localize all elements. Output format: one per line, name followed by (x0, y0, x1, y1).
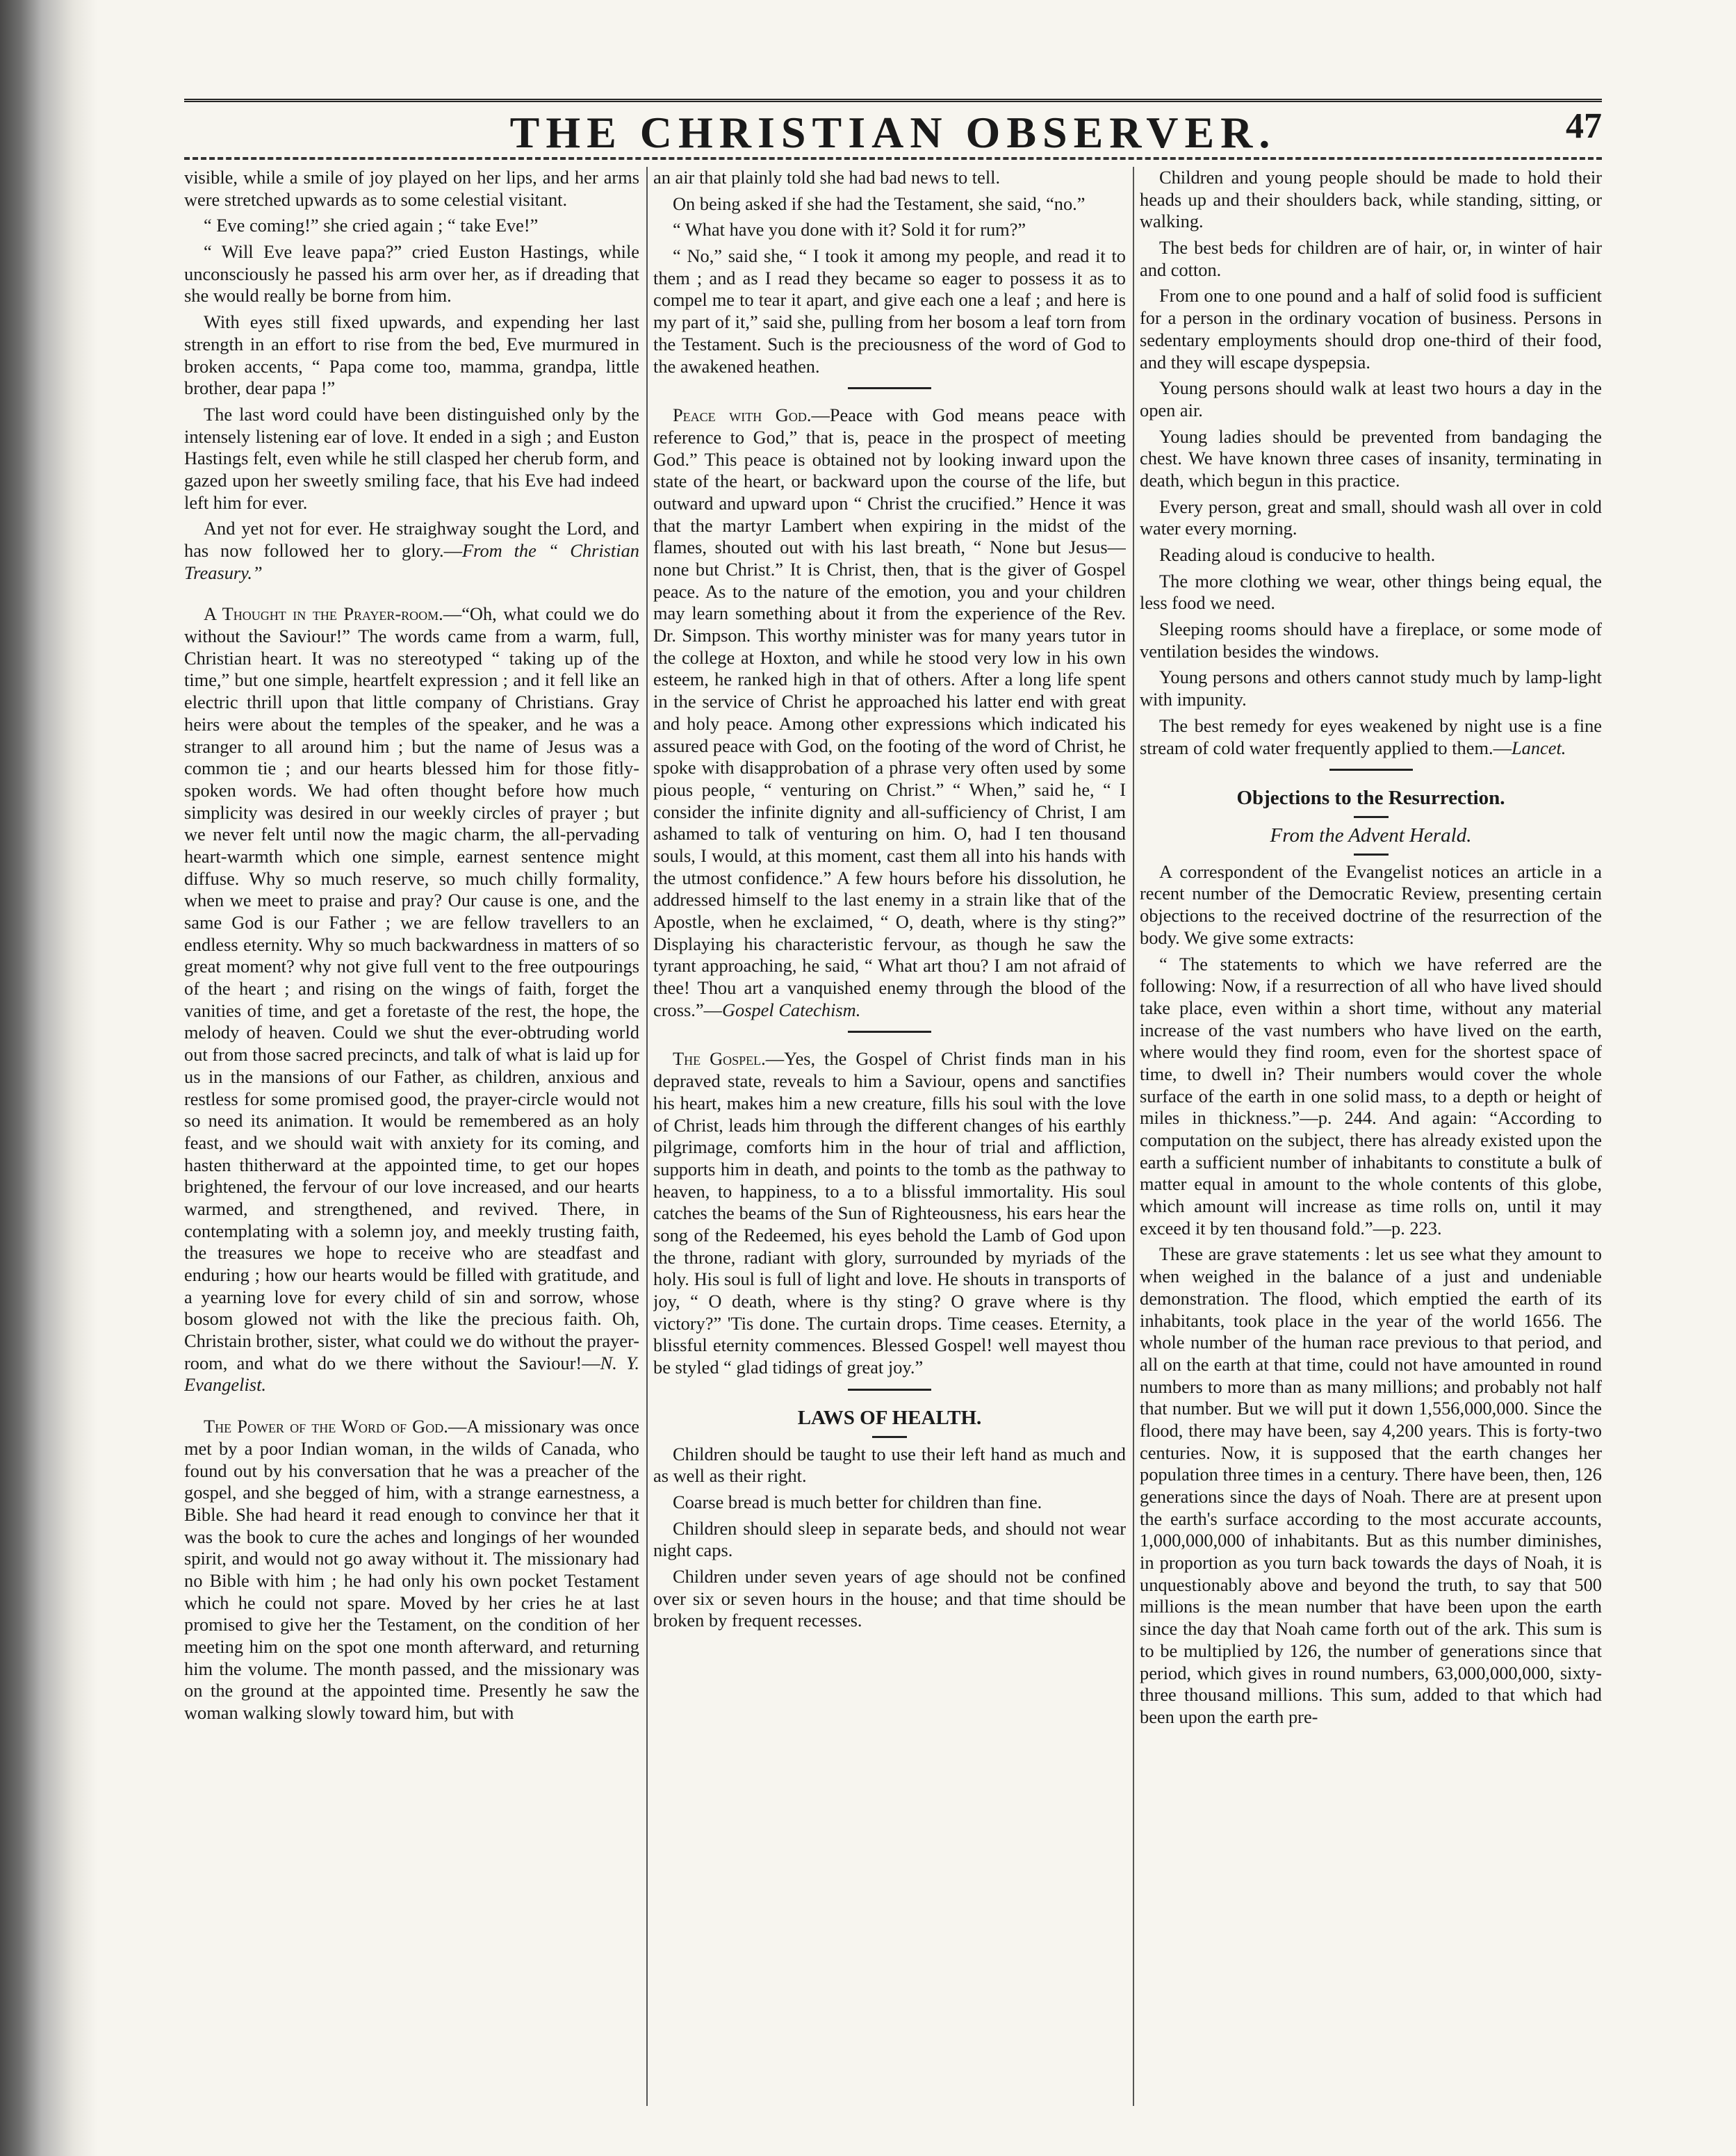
paragraph-text: “ What have you done with it? Sold it for rum?” (673, 219, 1026, 240)
paragraph-text: A correspondent of the Evangelist notices an article in a recent number of the Democratic Review, presenting certain objections to the received doctrine of the resurrection of the body. We give some extracts: (1140, 860, 1602, 948)
article-paragraph (1140, 544, 1602, 566)
source-citation: Gospel Catechism. (721, 999, 861, 1020)
article-paragraph (653, 1566, 1126, 1632)
article-paragraph (653, 193, 1126, 215)
section-divider (848, 387, 931, 389)
section-divider (1329, 769, 1413, 771)
newspaper-title: THE CHRISTIAN OBSERVER. (509, 108, 1277, 157)
paragraph-text: Children under seven years of age should not be confined over six or seven hours in the house; and that time should be broken by frequent recesses. (653, 1565, 1126, 1631)
paragraph-text: The best remedy for eyes weakened by night use is a fine stream of cold water frequently applied to them.— (1140, 714, 1602, 758)
article-paragraph (1140, 237, 1602, 281)
section-divider (848, 1389, 931, 1391)
article-paragraph (653, 1518, 1126, 1562)
article-paragraph (184, 215, 639, 237)
article-paragraph (184, 311, 639, 400)
paragraph-text: And yet not for ever. He straighway sought the Lord, and has now followed her to glory.— (184, 518, 639, 561)
article-paragraph (1140, 571, 1602, 614)
spacer (184, 1400, 639, 1416)
short-rule (1354, 816, 1389, 818)
paragraph-text: On being asked if she had the Testament, she said, “no.” (673, 193, 1086, 214)
paragraph-text: The more clothing we wear, other things being equal, the less food we need. (1140, 570, 1602, 614)
article-paragraph (1140, 496, 1602, 540)
paragraph-text: an air that plainly told she had bad news to tell. (653, 167, 1001, 188)
paragraph-text: With eyes still fixed upwards, and expending her last strength in an effort to rise from the bed, Eve murmured in broken accents, “ Papa come too, mamma, grandpa, little brother, dear papa !” (184, 311, 639, 399)
article-paragraph (1140, 285, 1602, 373)
page-number: 47 (1566, 106, 1602, 146)
paragraph-text: Coarse bread is much better for children than fine. (673, 1491, 1042, 1512)
spacer (184, 588, 639, 603)
article-paragraph (1140, 861, 1602, 949)
paragraph-text: —“Oh, what could we do without the Saviour!” The words came from a warm, full, Christian heart. It was no stereotyped “ taking up of the time,” but one simple, heartfelt expression ; and it fell like an electric thrill upon that little company of Christians. Gray heirs were about the temples of the speaker, and he was a stranger to all around him ; but the name of Jesus was a common tie ; and our hearts blessed him for those fitly-spoken words. We had often thought before how much simplicity was desired in our weekly circles of prayer ; but we never felt until now the magic charm, the all-pervading heart-warmth which one simple, earnest sentence might diffuse. Why so much reserve, so much chilly formality, when we meet to praise and pray? Our cause is one, and the same God is our Father ; we are fellow travellers to an endless eternity. Why so much backwardness in matters of so great moment? why not give full vent to the free outpourings of the heart ; and rising on the wings of faith, forget the vanities of time, and get a foretaste of the rest, the hope, the melody of heaven. Could we shut the ever-obtruding world out from those sacred precincts, and talk of what is laid up for us in the mansions of our Father, as children, anxious and restless for some promised good, the prayer-circle would not so need its animation. It would be remembered as an holy feast, and we should wait with anxiety for its coming, and hasten thitherward at the appointed time, to get our hopes brightened, the fervour of our love increased, and our hearts warmed, and strengthened, and revived. There, in contemplating with a solemn joy, and meekly trusting faith, the treasures we hope to receive who are steadfast and enduring ; how our hearts would be filled with gratitude, and a yearning love for every child of sin and sorrow, whose bosom glowed not with the like the precious faith. Oh, Christain brother, sister, what could we do without the prayer-room, and what do we there without the Saviour!— (184, 603, 639, 1373)
paragraph-text: The last word could have been distinguished only by the intensely listening ear of love. It ended in a sigh ; and Euston Hastings felt, even while he still clasped her cherub form, and gazed upon her sweetly smiling face, that his Eve had indeed left him for ever. (184, 403, 639, 513)
paragraph-text: Children and young people should be made to hold their heads up and their shoulders back, while standing, sitting, or walking. (1140, 167, 1602, 232)
column-2 (653, 167, 1126, 2127)
article-lead: Peace with God. (673, 405, 812, 426)
article-paragraph (653, 405, 1126, 1021)
paragraph-text: Young persons and others cannot study much by lamp-light with impunity. (1140, 667, 1602, 710)
column-1 (184, 167, 639, 2127)
paragraph-text: —Peace with God means peace with reference to God,” that is, peace in the prospect of meeting God.” This peace is obtained not by looking inward upon the state of the heart, or backward upon the course of the life, but outward and upward upon “ Christ the crucified.” Hence it was that the martyr Lambert when expiring in the midst of the flames, shouted out with his last breath, “ None but Jesus—none but Christ.” It is Christ, then, that is the giver of Gospel peace. As to the nature of the emotion, you and your children may learn something about it from the experience of the Rev. Dr. Simpson. This worthy minister was for many years tutor in the college at Hoxton, and while he stood very low in his own esteem, he ranked high in that of others. After a long life spent in the service of Christ he approached his latter end with great and holy peace. Among other expressions which indicated his assured peace with God, on the footing of the word of Christ, he spoke with disapprobation of a phrase very often used by some pious people, “ venturing on Christ.” “ When,” said he, “ I consider the infinite dignity and all-sufficiency of Christ, I am ashamed to talk of venturing on him. O, had I ten thousand souls, I would, at this moment, cast them all into his hands with the utmost confidence.” A few hours before his dissolution, he addressed himself to the last enemy in a strain like that of the Apostle, when he exclaimed, “ O, death, where is thy sting?” Displaying his characteristic fervour, as though he saw the tyrant approaching, he said, “ What art thou? I am not afraid of thee! Thou art a vanquished enemy through the blood of the cross.”— (653, 405, 1126, 1020)
paragraph-text: Children should be taught to use their left hand as much and as well as their right. (653, 1443, 1126, 1487)
paragraph-text: —A missionary was once met by a poor Indian woman, in the wilds of Canada, who found out by his conversation that he was a preacher of the gospel, and she begged of him, with a strange earnestness, a Bible. She had heard it read enough to convince her that it was the book to cure the aches and longings of her wounded spirit, and would not go away without it. The missionary had no Bible with him ; he had only his own pocket Testament which he could not spare. Moved by her cries he at last promised to give her the Testament, on the condition of her meeting him on the spot one month afterward, and returning him the volume. The month passed, and the missionary was on the ground at the appointed time. Presently he saw the woman walking slowly toward him, but with (184, 1416, 639, 1724)
header-bottom-rule (184, 157, 1602, 160)
section-heading: Objections to the Resurrection. (1236, 787, 1505, 810)
article-lead: A Thought in the Prayer-room. (204, 603, 443, 625)
article-paragraph (1140, 715, 1602, 759)
paragraph-text: visible, while a smile of joy played on her lips, and her arms were stretched upwards as to some celestial visitant. (184, 167, 639, 210)
paragraph-text: “ Will Eve leave papa?” cried Euston Hastings, while unconsciously he passed his arm over her, as if dreading that she would really be borne from him. (184, 241, 639, 307)
article-paragraph (184, 603, 639, 1396)
paragraph-text: Every person, great and small, should wash all over in cold water every morning. (1140, 496, 1602, 539)
short-rule (872, 1436, 907, 1438)
column-separator (646, 167, 648, 2106)
paragraph-text: Sleeping rooms should have a fireplace, or some mode of ventilation besides the windows. (1140, 619, 1602, 662)
article-paragraph (653, 245, 1126, 377)
short-rule (1354, 854, 1389, 856)
paragraph-text: Children should sleep in separate beds, and should not wear night caps. (653, 1517, 1126, 1561)
section-heading: LAWS OF HEALTH. (797, 1406, 982, 1429)
paragraph-text: From one to one pound and a half of solid food is sufficient for a person in the ordinary vocation of business. Persons in sedentary employments should drop one-third of their food, and they will escape dyspepsia. (1140, 285, 1602, 373)
paragraph-text: These are grave statements : let us see what they amount to when weighed in the balance of a just and undeniable demonstration. The flood, which emptied the earth of its inhabitants, took place in the year of the world 1656. The whole number of the human race previous to that period, and all on the earth at that time, could not have amounted in round numbers to more than as many millions; and probably not half that number. But we will put it down 1,556,000,000. Since the flood, there may have been, say 4,200 years. This is forty-two centuries. Now, it is supposed that the earth changes her population three times in a century. There have been, then, 126 generations since the days of Noah. There are at present upon the earth's surface according to the most accurate accounts, 1,000,000,000 of inhabitants. But as this number diminishes, in proportion as you turn back towards the days of Noah, it is unquestionably above and beyond the truth, to say that 500 millions is the mean number that have been upon the earth since the day that Noah came forth out of the ark. This sum is to be multiplied by 126, the number of generations since that period, which gives in round numbers, 63,000,000,000, sixty-three thousand millions. This sum, added to that which had been upon the earth pre- (1140, 1243, 1602, 1727)
paragraph-text: Young persons should walk at least two hours a day in the open air. (1140, 377, 1602, 420)
article-paragraph (1140, 377, 1602, 421)
paragraph-text: The best beds for children are of hair, or, in winter of hair and cotton. (1140, 237, 1602, 280)
article-lead: The Power of the Word of God. (204, 1416, 448, 1437)
scan-binding-edge (0, 0, 97, 2156)
paragraph-text: —Yes, the Gospel of Christ finds man in his depraved state, reveals to him a Saviour, opens and sanctifies his heart, makes him a new creature, fills his soul with the love of Christ, leads him through the different changes of his earthly pilgrimage, comforts him in the hour of trial and affliction, supports him in death, and points to the tomb as the pathway to heaven, to happiness, to a to a blissful immortality. His soul catches the beams of the Sun of Righteousness, his ears hear the song of the Redeemed, his eyes behold the Lamb of God upon the throne, radiant with glory, surrounded by myriads of the holy. His soul is full of light and love. He shouts in transports of joy, “ O death, where is thy sting? O grave where is thy victory?” 'Tis done. The curtain drops. Time ceases. Eternity, a blissful eternity commences. Blessed Gospel! well mayest thou be styled “ glad tidings of great joy.” (653, 1048, 1126, 1378)
source-citation: Lancet. (1511, 737, 1566, 758)
article-paragraph (184, 404, 639, 514)
article-paragraph (1140, 1243, 1602, 1728)
article-paragraph (653, 219, 1126, 241)
page-header (184, 90, 1602, 160)
source-citation: From the “ Christian Treasury.” (184, 540, 639, 583)
column-3 (1140, 167, 1602, 2127)
paragraph-text: “ No,” said she, “ I took it among my people, and read it to them ; and as I read they became so eager to possess it as to compel me to tear it apart, and give each one a leaf ; and here is my part of it,” said she, pulling from her bosom a leaf torn from the Testament. Such is the preciousness of the word of God to the awakened heathen. (653, 245, 1126, 377)
article-paragraph (653, 167, 1126, 189)
article-paragraph (184, 167, 639, 211)
section-divider (848, 1031, 931, 1033)
article-lead: The Gospel. (673, 1048, 766, 1070)
paragraph-text: Reading aloud is conducive to health. (1159, 544, 1436, 565)
source-citation: N. Y. Evangelist. (184, 1352, 639, 1396)
article-paragraph (653, 1444, 1126, 1487)
header-top-rule (184, 99, 1602, 102)
article-paragraph (1140, 954, 1602, 1240)
paragraph-text: Young ladies should be prevented from bandaging the chest. We have known three cases of insanity, terminating in death, which begun in this practice. (1140, 425, 1602, 491)
article-paragraph (1140, 426, 1602, 492)
article-paragraph (1140, 619, 1602, 662)
article-paragraph (653, 1048, 1126, 1378)
column-separator (1133, 167, 1134, 2106)
article-paragraph (184, 518, 639, 584)
article-paragraph (653, 1492, 1126, 1514)
article-paragraph (184, 1416, 639, 1724)
article-paragraph (184, 241, 639, 307)
article-paragraph (1140, 167, 1602, 233)
section-subheading: From the Advent Herald. (1270, 824, 1472, 847)
article-paragraph (1140, 667, 1602, 710)
paragraph-text: “ Eve coming!” she cried again ; “ take Eve!” (204, 215, 539, 236)
paragraph-text: “ The statements to which we have referred are the following: Now, if a resurrection of all who have lived should take place, even within a short time, without any material increase of the vast numbers who have lived on the earth, where would they find room, even for the shortest space of time, to dwell in? Their numbers would cover the whole surface of the earth in one solid mass, to a depth or height of miles in thickness.”—p. 244. And again: “According to computation on the subject, there has already existed upon the earth a sufficient number of inhabitants to constitute a bulk of matter equal in amount to the whole contents of this globe, which amount will increase as time rolls on, until it may exceed it by ten thousand fold.”—p. 223. (1140, 953, 1602, 1239)
